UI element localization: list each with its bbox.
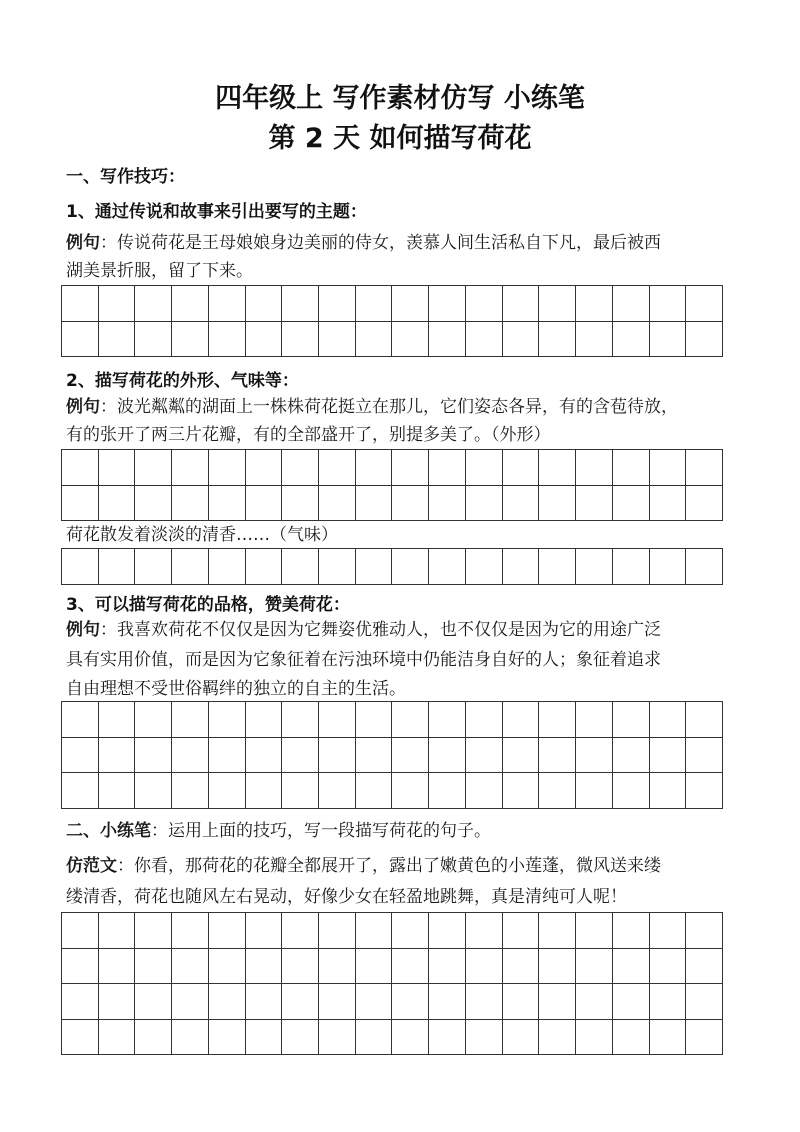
grid-cell[interactable] (503, 450, 540, 486)
grid-cell[interactable] (686, 450, 723, 486)
grid-cell[interactable] (209, 949, 246, 985)
grid-cell[interactable] (650, 984, 687, 1020)
grid-cell[interactable] (356, 450, 393, 486)
grid-cell[interactable] (356, 702, 393, 738)
grid-cell[interactable] (209, 913, 246, 949)
grid-cell[interactable] (62, 949, 99, 985)
page-title: 四年级上 写作素材仿写 小练笔 (215, 83, 585, 114)
grid-cell[interactable] (539, 1020, 576, 1056)
grid-cell[interactable] (650, 702, 687, 738)
item3-example-line1 (66, 619, 661, 642)
item1-example-line1 (66, 232, 661, 255)
grid-cell[interactable] (172, 1020, 209, 1056)
grid-cell[interactable] (246, 913, 283, 949)
grid-cell[interactable] (650, 322, 687, 358)
grid-cell[interactable] (539, 322, 576, 358)
grid-cell[interactable] (650, 450, 687, 486)
grid-cell[interactable] (99, 984, 136, 1020)
grid-cell[interactable] (246, 773, 283, 809)
grid-cell[interactable] (135, 773, 172, 809)
grid-cell[interactable] (282, 984, 319, 1020)
grid-cell[interactable] (503, 913, 540, 949)
grid-cell[interactable] (466, 773, 503, 809)
grid-cell[interactable] (282, 1020, 319, 1056)
grid-cell[interactable] (392, 738, 429, 774)
model-text: ：你看，那荷花的花瓣全都展开了，露出了嫩黄色的小莲蓬，微风送来缕 (117, 856, 661, 876)
grid-cell[interactable] (172, 738, 209, 774)
grid-cell[interactable] (172, 450, 209, 486)
grid-cell[interactable] (62, 702, 99, 738)
grid-cell[interactable] (99, 322, 136, 358)
grid-cell[interactable] (246, 984, 283, 1020)
grid-cell[interactable] (576, 773, 613, 809)
model-text-line2: 缕清香，荷花也随风左右晃动，好像少女在轻盈地跳舞，真是清纯可人呢！ (66, 887, 627, 907)
grid-cell[interactable] (172, 286, 209, 322)
model-label: 仿范文 (66, 856, 117, 876)
grid-cell[interactable] (99, 486, 136, 522)
grid-cell[interactable] (135, 984, 172, 1020)
grid-cell[interactable] (503, 486, 540, 522)
writing-grid-5[interactable] (61, 912, 723, 1055)
item3-example-line2: 具有实用价值，而是因为它象征着在污浊环境中仍能洁身自好的人；象征着追求 (66, 650, 661, 670)
writing-grid-1[interactable] (61, 285, 723, 357)
grid-cell[interactable] (135, 486, 172, 522)
grid-cell[interactable] (99, 702, 136, 738)
grid-cell[interactable] (613, 549, 650, 585)
item3-heading: 3、可以描写荷花的品格，赞美荷花： (66, 595, 350, 615)
model-text-line1 (66, 855, 661, 878)
grid-cell[interactable] (319, 1020, 356, 1056)
grid-cell[interactable] (392, 450, 429, 486)
grid-cell[interactable] (246, 450, 283, 486)
grid-cell[interactable] (319, 322, 356, 358)
grid-cell[interactable] (172, 322, 209, 358)
grid-cell[interactable] (429, 549, 466, 585)
grid-cell[interactable] (613, 773, 650, 809)
grid-cell[interactable] (246, 738, 283, 774)
grid-cell[interactable] (613, 984, 650, 1020)
grid-cell[interactable] (576, 286, 613, 322)
grid-cell[interactable] (503, 1020, 540, 1056)
grid-cell[interactable] (503, 549, 540, 585)
grid-cell[interactable] (613, 450, 650, 486)
item3-example-line3: 自由理想不受世俗羁绊的独立的自主的生活。 (66, 679, 406, 699)
grid-cell[interactable] (613, 702, 650, 738)
section2-instruction: ：运用上面的技巧，写一段描写荷花的句子。 (151, 821, 491, 841)
grid-cell[interactable] (539, 549, 576, 585)
grid-cell[interactable] (135, 1020, 172, 1056)
grid-cell[interactable] (246, 949, 283, 985)
grid-cell[interactable] (62, 738, 99, 774)
grid-cell[interactable] (99, 1020, 136, 1056)
grid-cell[interactable] (613, 322, 650, 358)
writing-grid-2[interactable] (61, 449, 723, 521)
grid-cell[interactable] (392, 549, 429, 585)
grid-cell[interactable] (576, 984, 613, 1020)
grid-cell[interactable] (282, 322, 319, 358)
grid-cell[interactable] (99, 286, 136, 322)
grid-cell[interactable] (392, 984, 429, 1020)
grid-cell[interactable] (429, 738, 466, 774)
grid-cell[interactable] (99, 738, 136, 774)
grid-cell[interactable] (613, 486, 650, 522)
grid-cell[interactable] (209, 486, 246, 522)
grid-cell[interactable] (282, 949, 319, 985)
grid-cell[interactable] (282, 549, 319, 585)
grid-cell[interactable] (209, 322, 246, 358)
grid-cell[interactable] (62, 773, 99, 809)
grid-cell[interactable] (246, 322, 283, 358)
grid-cell[interactable] (503, 984, 540, 1020)
grid-cell[interactable] (99, 949, 136, 985)
grid-cell[interactable] (466, 1020, 503, 1056)
grid-cell[interactable] (650, 913, 687, 949)
grid-cell[interactable] (62, 486, 99, 522)
grid-cell[interactable] (209, 984, 246, 1020)
grid-cell[interactable] (466, 913, 503, 949)
grid-cell[interactable] (466, 286, 503, 322)
grid-cell[interactable] (650, 773, 687, 809)
grid-cell[interactable] (686, 286, 723, 322)
grid-cell[interactable] (62, 549, 99, 585)
item1-heading: 1、通过传说和故事来引出要写的主题： (66, 202, 367, 222)
example-label: 例句 (66, 233, 100, 253)
grid-cell[interactable] (209, 286, 246, 322)
grid-cell[interactable] (99, 773, 136, 809)
grid-cell[interactable] (466, 322, 503, 358)
grid-cell[interactable] (503, 738, 540, 774)
grid-cell[interactable] (319, 549, 356, 585)
grid-cell[interactable] (503, 322, 540, 358)
grid-cell[interactable] (576, 1020, 613, 1056)
grid-cell[interactable] (356, 773, 393, 809)
grid-cell[interactable] (62, 286, 99, 322)
grid-cell[interactable] (686, 773, 723, 809)
grid-cell[interactable] (209, 773, 246, 809)
grid-cell[interactable] (282, 450, 319, 486)
example-text: ：我喜欢荷花不仅仅是因为它舞姿优雅动人，也不仅仅是因为它的用途广泛 (100, 620, 661, 640)
grid-cell[interactable] (576, 322, 613, 358)
grid-cell[interactable] (282, 702, 319, 738)
grid-cell[interactable] (392, 949, 429, 985)
grid-cell[interactable] (62, 984, 99, 1020)
grid-cell[interactable] (392, 702, 429, 738)
grid-cell[interactable] (282, 913, 319, 949)
grid-cell[interactable] (686, 913, 723, 949)
grid-cell[interactable] (356, 549, 393, 585)
grid-cell[interactable] (246, 486, 283, 522)
grid-cell[interactable] (62, 450, 99, 486)
grid-cell[interactable] (172, 984, 209, 1020)
writing-grid-4[interactable] (61, 701, 723, 809)
grid-cell[interactable] (172, 949, 209, 985)
grid-cell[interactable] (539, 773, 576, 809)
grid-cell[interactable] (539, 949, 576, 985)
grid-cell[interactable] (356, 984, 393, 1020)
grid-cell[interactable] (613, 286, 650, 322)
grid-cell[interactable] (319, 738, 356, 774)
item1-example-line2: 湖美景折服，留了下来。 (66, 261, 253, 281)
writing-grid-3[interactable] (61, 548, 723, 585)
grid-cell[interactable] (135, 286, 172, 322)
grid-cell[interactable] (282, 773, 319, 809)
grid-cell[interactable] (209, 549, 246, 585)
grid-cell[interactable] (539, 450, 576, 486)
grid-cell[interactable] (650, 738, 687, 774)
grid-cell[interactable] (539, 486, 576, 522)
grid-cell[interactable] (172, 702, 209, 738)
grid-cell[interactable] (172, 913, 209, 949)
grid-cell[interactable] (686, 549, 723, 585)
grid-cell[interactable] (686, 949, 723, 985)
grid-cell[interactable] (246, 549, 283, 585)
grid-cell[interactable] (539, 913, 576, 949)
item2-example-line1 (66, 396, 678, 419)
grid-cell[interactable] (319, 450, 356, 486)
grid-cell[interactable] (429, 322, 466, 358)
grid-cell[interactable] (503, 949, 540, 985)
grid-cell[interactable] (172, 773, 209, 809)
grid-cell[interactable] (356, 1020, 393, 1056)
grid-cell[interactable] (62, 322, 99, 358)
grid-cell[interactable] (539, 702, 576, 738)
example-label: 例句 (66, 397, 100, 417)
grid-cell[interactable] (62, 913, 99, 949)
grid-cell[interactable] (539, 984, 576, 1020)
grid-cell[interactable] (282, 486, 319, 522)
grid-cell[interactable] (356, 949, 393, 985)
grid-cell[interactable] (135, 949, 172, 985)
section1-heading: 一、写作技巧： (66, 167, 185, 187)
grid-cell[interactable] (686, 322, 723, 358)
grid-cell[interactable] (429, 450, 466, 486)
grid-cell[interactable] (650, 949, 687, 985)
grid-cell[interactable] (503, 773, 540, 809)
grid-cell[interactable] (576, 549, 613, 585)
grid-cell[interactable] (429, 702, 466, 738)
item2-example-line2: 有的张开了两三片花瓣，有的全部盛开了，别提多美了。（外形） (66, 425, 551, 445)
grid-cell[interactable] (319, 286, 356, 322)
grid-cell[interactable] (356, 486, 393, 522)
grid-cell[interactable] (686, 702, 723, 738)
example-text: ：波光粼粼的湖面上一株株荷花挺立在那儿，它们姿态各异，有的含苞待放， (100, 397, 678, 417)
grid-cell[interactable] (466, 949, 503, 985)
grid-cell[interactable] (319, 702, 356, 738)
grid-cell[interactable] (246, 286, 283, 322)
grid-cell[interactable] (576, 738, 613, 774)
grid-cell[interactable] (209, 450, 246, 486)
grid-cell[interactable] (356, 913, 393, 949)
grid-cell[interactable] (429, 773, 466, 809)
grid-cell[interactable] (650, 486, 687, 522)
grid-cell[interactable] (62, 1020, 99, 1056)
grid-cell[interactable] (172, 486, 209, 522)
grid-cell[interactable] (172, 549, 209, 585)
grid-cell[interactable] (650, 1020, 687, 1056)
grid-cell[interactable] (246, 1020, 283, 1056)
grid-cell[interactable] (282, 738, 319, 774)
grid-cell[interactable] (650, 549, 687, 585)
grid-cell[interactable] (576, 702, 613, 738)
page-subtitle: 第 2 天 如何描写荷花 (268, 123, 532, 154)
grid-cell[interactable] (686, 1020, 723, 1056)
item2-example-line3: 荷花散发着淡淡的清香……（气味） (66, 525, 338, 545)
grid-cell[interactable] (392, 286, 429, 322)
grid-cell[interactable] (392, 322, 429, 358)
grid-cell[interactable] (650, 286, 687, 322)
grid-cell[interactable] (466, 450, 503, 486)
grid-cell[interactable] (392, 773, 429, 809)
grid-cell[interactable] (356, 286, 393, 322)
section2-label: 二、小练笔 (66, 821, 151, 841)
grid-cell[interactable] (503, 702, 540, 738)
grid-cell[interactable] (319, 984, 356, 1020)
grid-cell[interactable] (429, 486, 466, 522)
grid-cell[interactable] (99, 549, 136, 585)
grid-cell[interactable] (209, 702, 246, 738)
grid-cell[interactable] (135, 322, 172, 358)
grid-cell[interactable] (319, 913, 356, 949)
grid-cell[interactable] (429, 286, 466, 322)
grid-cell[interactable] (466, 549, 503, 585)
grid-cell[interactable] (466, 984, 503, 1020)
grid-cell[interactable] (392, 913, 429, 949)
grid-cell[interactable] (429, 913, 466, 949)
grid-cell[interactable] (503, 286, 540, 322)
grid-cell[interactable] (319, 773, 356, 809)
grid-cell[interactable] (539, 738, 576, 774)
grid-cell[interactable] (466, 486, 503, 522)
grid-cell[interactable] (576, 949, 613, 985)
grid-cell[interactable] (539, 286, 576, 322)
grid-cell[interactable] (356, 738, 393, 774)
section2-heading (66, 820, 491, 843)
grid-cell[interactable] (135, 738, 172, 774)
grid-cell[interactable] (576, 450, 613, 486)
grid-cell[interactable] (686, 486, 723, 522)
grid-cell[interactable] (576, 486, 613, 522)
grid-cell[interactable] (282, 286, 319, 322)
grid-cell[interactable] (135, 450, 172, 486)
grid-cell[interactable] (135, 913, 172, 949)
grid-cell[interactable] (99, 913, 136, 949)
grid-cell[interactable] (135, 702, 172, 738)
grid-cell[interactable] (209, 1020, 246, 1056)
grid-cell[interactable] (392, 1020, 429, 1056)
example-label: 例句 (66, 620, 100, 640)
grid-cell[interactable] (613, 913, 650, 949)
grid-cell[interactable] (209, 738, 246, 774)
grid-cell[interactable] (613, 949, 650, 985)
grid-cell[interactable] (429, 949, 466, 985)
grid-cell[interactable] (135, 549, 172, 585)
grid-cell[interactable] (466, 738, 503, 774)
grid-cell[interactable] (613, 1020, 650, 1056)
grid-cell[interactable] (576, 913, 613, 949)
grid-cell[interactable] (99, 450, 136, 486)
grid-cell[interactable] (356, 322, 393, 358)
grid-cell[interactable] (319, 949, 356, 985)
grid-cell[interactable] (686, 738, 723, 774)
grid-cell[interactable] (613, 738, 650, 774)
grid-cell[interactable] (466, 702, 503, 738)
grid-cell[interactable] (392, 486, 429, 522)
grid-cell[interactable] (686, 984, 723, 1020)
grid-cell[interactable] (429, 1020, 466, 1056)
grid-cell[interactable] (319, 486, 356, 522)
example-text: ：传说荷花是王母娘娘身边美丽的侍女，羡慕人间生活私自下凡，最后被西 (100, 233, 661, 253)
grid-cell[interactable] (429, 984, 466, 1020)
grid-cell[interactable] (246, 702, 283, 738)
item2-heading: 2、描写荷花的外形、气味等： (66, 371, 299, 391)
